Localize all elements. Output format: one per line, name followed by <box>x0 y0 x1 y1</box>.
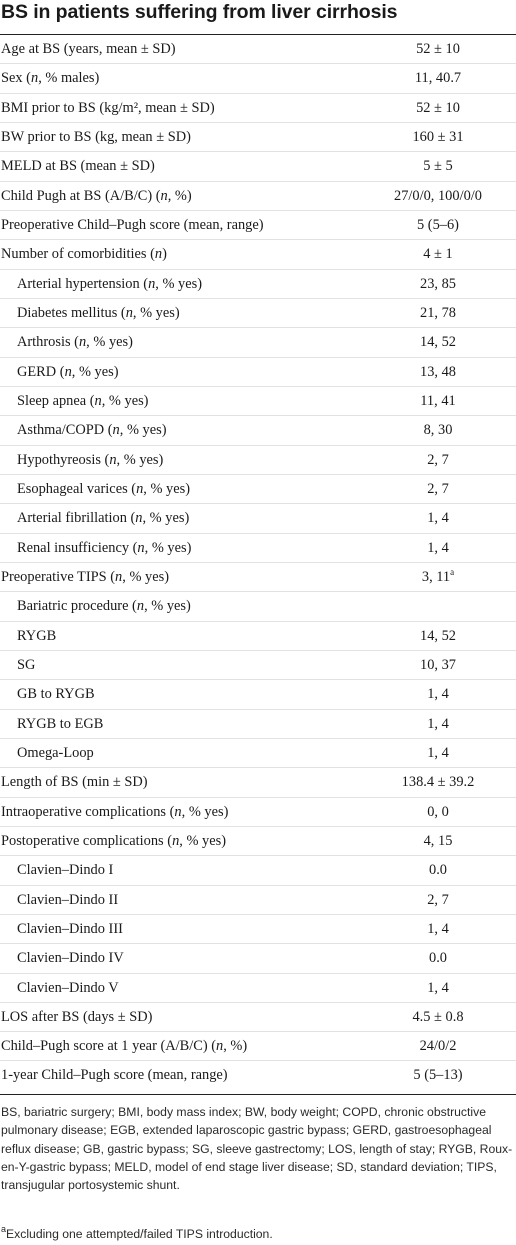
row-label: Postoperative complications (n, % yes) <box>1 832 227 849</box>
table-title: BS in patients suffering from liver cirrhosis <box>1 1 398 23</box>
row-value: 10, 37 <box>420 656 456 673</box>
row-label: Preoperative Child–Pugh score (mean, range) <box>1 216 264 233</box>
table-row <box>0 563 516 592</box>
row-value: 13, 48 <box>420 363 456 380</box>
table-row <box>0 211 516 240</box>
table-row <box>0 534 516 563</box>
table-row <box>0 240 516 269</box>
row-value: 0.0 <box>429 950 447 967</box>
row-value: 1, 4 <box>427 510 449 527</box>
table-row <box>0 1032 516 1061</box>
table-row <box>0 915 516 944</box>
row-value: 4, 15 <box>423 832 453 849</box>
row-label: RYGB <box>17 627 57 644</box>
table-row <box>0 651 516 680</box>
row-label: Arterial hypertension (n, % yes) <box>17 275 203 292</box>
table-row <box>0 622 516 651</box>
table-row <box>0 358 516 387</box>
table-row <box>0 64 516 93</box>
table-body <box>0 35 516 1091</box>
row-value: 52 ± 10 <box>416 41 460 57</box>
row-value: 1, 4 <box>427 715 449 732</box>
row-label: GB to RYGB <box>17 686 95 703</box>
row-label: Clavien–Dindo IV <box>17 950 124 967</box>
table-row <box>0 328 516 357</box>
row-value: 1, 4 <box>427 920 449 937</box>
row-value: 1, 4 <box>427 539 449 556</box>
table-row <box>0 710 516 739</box>
row-label: Clavien–Dindo V <box>17 979 119 996</box>
footnote-a-marker: a <box>1 1224 7 1234</box>
row-value: 1, 4 <box>427 979 449 996</box>
table-row <box>0 827 516 856</box>
table-row <box>0 416 516 445</box>
table-row <box>0 152 516 181</box>
row-value: 21, 78 <box>420 304 456 321</box>
table-row <box>0 387 516 416</box>
row-label: Intraoperative complications (n, % yes) <box>1 803 229 820</box>
row-label: LOS after BS (days ± SD) <box>1 1008 153 1025</box>
table-row <box>0 35 516 64</box>
row-value: 27/0/0, 100/0/0 <box>394 187 482 204</box>
row-value: 14, 52 <box>420 627 456 644</box>
row-label: Bariatric procedure (n, % yes) <box>17 598 191 615</box>
row-label: Hypothyreosis (n, % yes) <box>17 451 164 468</box>
table-row <box>0 886 516 915</box>
footnote-a <box>1 1226 273 1242</box>
row-value: 4.5 ± 0.8 <box>412 1008 464 1025</box>
row-label: Child–Pugh score at 1 year (A/B/C) (n, %) <box>1 1038 248 1055</box>
row-label: Clavien–Dindo III <box>17 920 123 937</box>
row-label: SG <box>17 656 36 673</box>
row-value: 5 ± 5 <box>423 158 453 175</box>
row-value: 24/0/2 <box>419 1038 457 1055</box>
row-label: Diabetes mellitus (n, % yes) <box>17 304 180 321</box>
table-row <box>0 1061 516 1090</box>
row-label: Clavien–Dindo II <box>17 891 119 908</box>
row-label: Clavien–Dindo I <box>17 862 114 879</box>
table-row <box>0 446 516 475</box>
row-label: Number of comorbidities (n) <box>1 246 167 263</box>
table-row <box>0 504 516 533</box>
row-value: 4 ± 1 <box>423 246 453 263</box>
table-row <box>0 944 516 973</box>
table-row <box>0 798 516 827</box>
table-row <box>0 974 516 1003</box>
row-value: 2, 7 <box>427 480 449 497</box>
row-label: BW prior to BS (kg, mean ± SD) <box>1 128 191 145</box>
table-row <box>0 592 516 621</box>
row-value: 160 ± 31 <box>412 128 464 145</box>
row-value: 8, 30 <box>423 422 453 439</box>
row-label: Asthma/COPD (n, % yes) <box>17 422 167 439</box>
row-value: 1, 4 <box>427 686 449 703</box>
row-value: 2, 7 <box>427 891 449 908</box>
row-label: GERD (n, % yes) <box>17 363 119 380</box>
row-value: 138.4 ± 39.2 <box>401 774 475 791</box>
row-label: Age at BS (years, mean ± SD) <box>1 41 176 57</box>
table-row <box>0 739 516 768</box>
table-row <box>0 1003 516 1032</box>
row-value: 2, 7 <box>427 451 449 468</box>
row-label: RYGB to EGB <box>17 715 104 732</box>
row-label: BMI prior to BS (kg/m², mean ± SD) <box>1 99 215 116</box>
row-value: 11, 40.7 <box>414 70 462 87</box>
row-label: Renal insufficiency (n, % yes) <box>17 539 192 556</box>
row-value: 5 (5–13) <box>413 1067 463 1084</box>
row-value: 0.0 <box>429 862 447 879</box>
row-label: Child Pugh at BS (A/B/C) (n, %) <box>1 187 192 204</box>
bottom-rule <box>0 1094 516 1095</box>
table-row <box>0 680 516 709</box>
row-label: Preoperative TIPS (n, % yes) <box>1 568 170 585</box>
row-value: 5 (5–6) <box>417 216 459 233</box>
table-row <box>0 94 516 123</box>
row-label: Arterial fibrillation (n, % yes) <box>17 510 190 527</box>
row-label: Sleep apnea (n, % yes) <box>17 392 149 409</box>
table-row <box>0 182 516 211</box>
table-row <box>0 856 516 885</box>
row-value: 14, 52 <box>420 334 456 351</box>
row-value: 23, 85 <box>420 275 456 292</box>
row-value: 3, 11$^a$ <box>421 566 455 585</box>
row-value: 52 ± 10 <box>416 99 460 116</box>
abbreviations-footnote: BS, bariatric surgery; BMI, body mass index; BW, body weight; COPD, chronic obstructive pulmonary disease; EGB, extended laparoscopic gastric bypass; GERD, gastroesophageal reflux disease; GB, gastric bypass; SG, sleeve gastrectomy; LOS, length of stay; RYGB, Roux-en-Y-gastric bypass; MELD, model of end stage liver disease; SD, standard deviation; TIPS, transjugular portosystemic shunt. <box>1 1105 513 1193</box>
row-label: 1-year Child–Pugh score (mean, range) <box>1 1067 228 1084</box>
row-label: Esophageal varices (n, % yes) <box>17 480 191 497</box>
table-row <box>0 768 516 797</box>
table-row <box>0 475 516 504</box>
row-value: 11, 41 <box>420 392 456 409</box>
row-value: 0, 0 <box>427 803 449 820</box>
row-label: Arthrosis (n, % yes) <box>17 334 133 351</box>
row-label: Sex (n, % males) <box>1 70 100 87</box>
row-value: 1, 4 <box>427 744 449 761</box>
footnote-ref: a <box>450 566 455 577</box>
table-row <box>0 299 516 328</box>
row-label: Length of BS (min ± SD) <box>1 774 148 791</box>
row-label: Omega-Loop <box>17 744 94 761</box>
footnote-a-text: Excluding one attempted/failed TIPS introduction. <box>6 1227 273 1241</box>
row-label: MELD at BS (mean ± SD) <box>1 158 155 175</box>
table-row <box>0 123 516 152</box>
table-row <box>0 270 516 299</box>
